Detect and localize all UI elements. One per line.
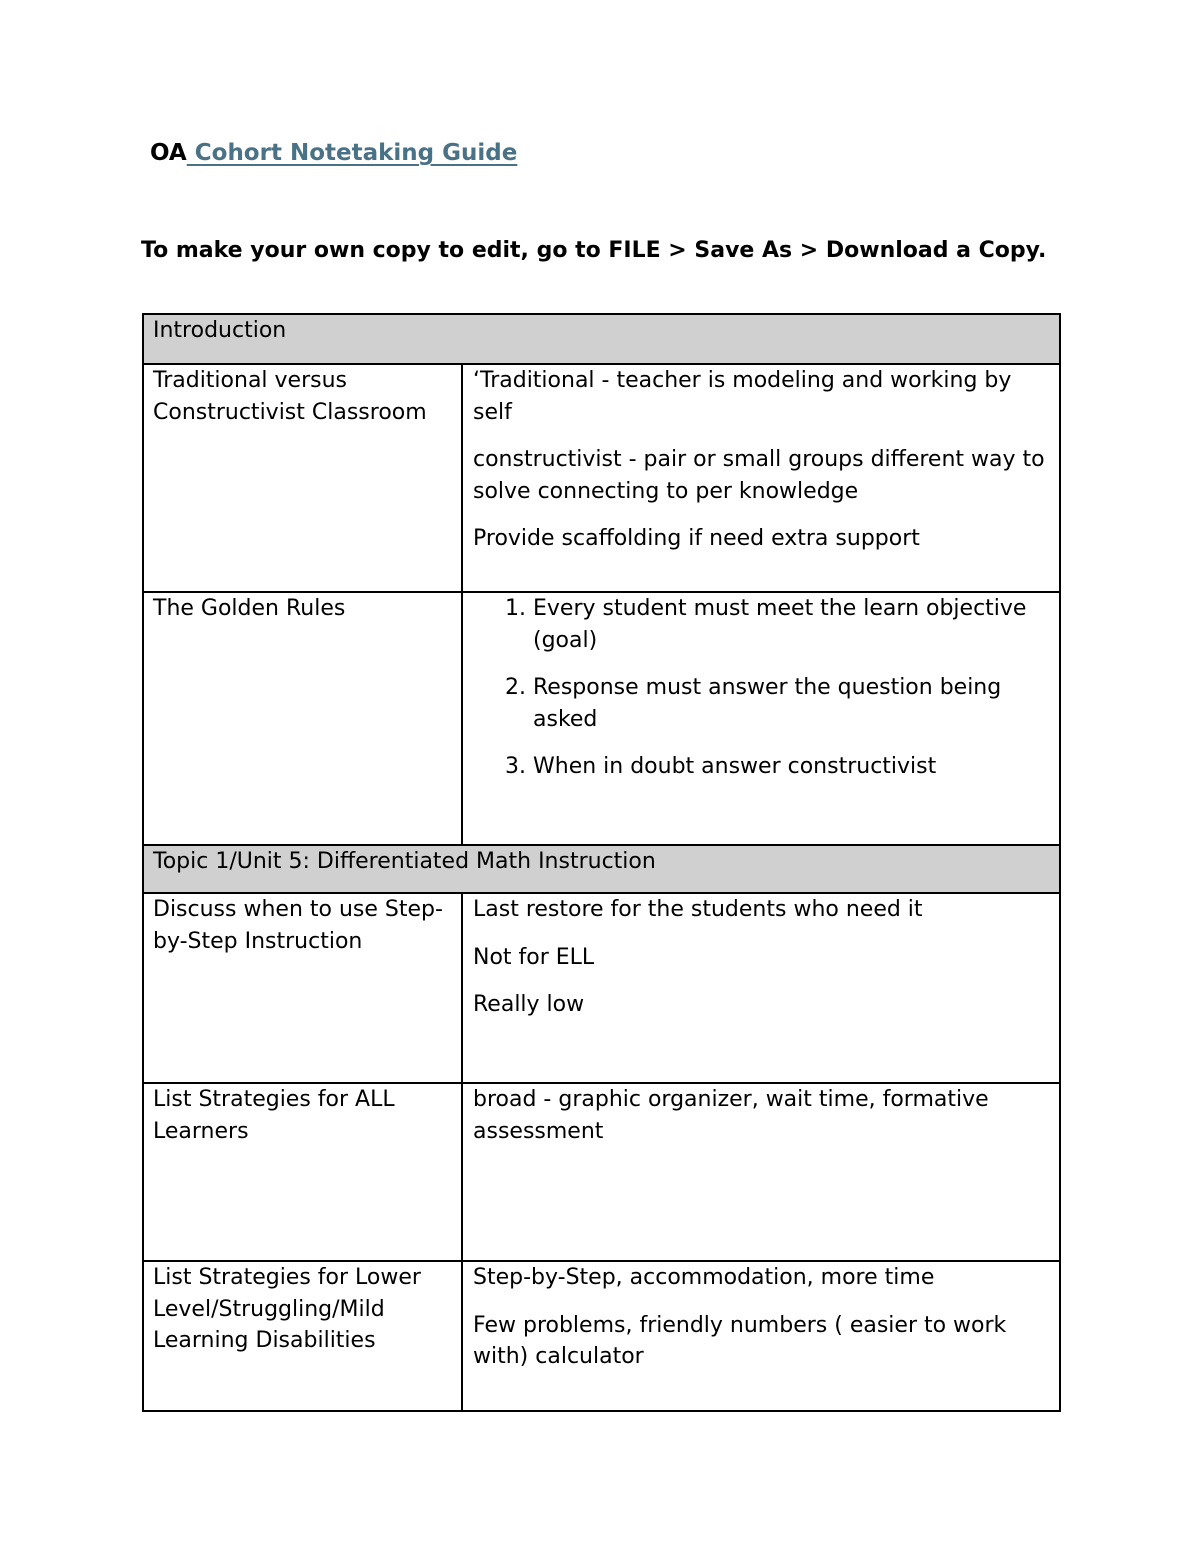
note-line: ‘Traditional - teacher is modeling and working by self: [473, 368, 1012, 425]
note-line: Really low: [473, 992, 585, 1017]
list-item: 3. When in doubt answer constructivist: [533, 751, 1059, 783]
row-label: The Golden Rules: [153, 596, 346, 621]
table-row: [143, 364, 1060, 592]
row-label-cell: [143, 364, 462, 592]
title-link[interactable]: Cohort Notetaking Guide: [186, 140, 518, 166]
note-line: Few problems, friendly numbers ( easier to work with) calculator: [473, 1312, 1007, 1369]
row-label-cell: [143, 893, 462, 1083]
notes-cell[interactable]: [462, 1261, 1060, 1411]
title-prefix: OA: [150, 140, 187, 166]
notes-cell[interactable]: [462, 592, 1060, 845]
section-header-introduction: [143, 314, 1060, 364]
document-title: [150, 140, 517, 166]
notes-cell[interactable]: [462, 364, 1060, 592]
note-line: Step-by-Step, accommodation, more time: [473, 1265, 935, 1290]
row-label-cell: [143, 1261, 462, 1411]
list-item: 2. Response must answer the question being asked: [533, 672, 1059, 735]
table-row: [143, 1261, 1060, 1411]
row-label: List Strategies for ALL Learners: [153, 1087, 395, 1144]
section-header-topic-1: [143, 845, 1060, 893]
row-label: Traditional versus Constructivist Classroom: [153, 368, 427, 425]
list-item: 1. Every student must meet the learn objective (goal): [533, 593, 1059, 656]
notes-cell[interactable]: [462, 893, 1060, 1083]
section-title: Topic 1/Unit 5: Differentiated Math Instruction: [153, 849, 656, 874]
row-label: List Strategies for Lower Level/Struggling/Mild Learning Disabilities: [153, 1265, 421, 1353]
table-row: [143, 592, 1060, 845]
notetaking-table: [142, 313, 1061, 1412]
table-row: [143, 1083, 1060, 1261]
row-label-cell: [143, 592, 462, 845]
note-line: Last restore for the students who need it: [473, 897, 923, 922]
notes-cell[interactable]: [462, 1083, 1060, 1261]
note-line: constructivist - pair or small groups different way to solve connecting to per knowledge: [473, 447, 1045, 504]
note-line: broad - graphic organizer, wait time, formative assessment: [473, 1087, 989, 1144]
golden-rules-list: [463, 593, 1059, 783]
copy-instructions: To make your own copy to edit, go to FILE > Save As > Download a Copy.: [141, 238, 1047, 263]
row-label-cell: [143, 1083, 462, 1261]
note-line: Provide scaffolding if need extra support: [473, 526, 920, 551]
row-label: Discuss when to use Step-by-Step Instruction: [153, 897, 443, 954]
table-row: [143, 893, 1060, 1083]
note-line: Not for ELL: [473, 944, 595, 970]
section-title: Introduction: [153, 318, 287, 343]
